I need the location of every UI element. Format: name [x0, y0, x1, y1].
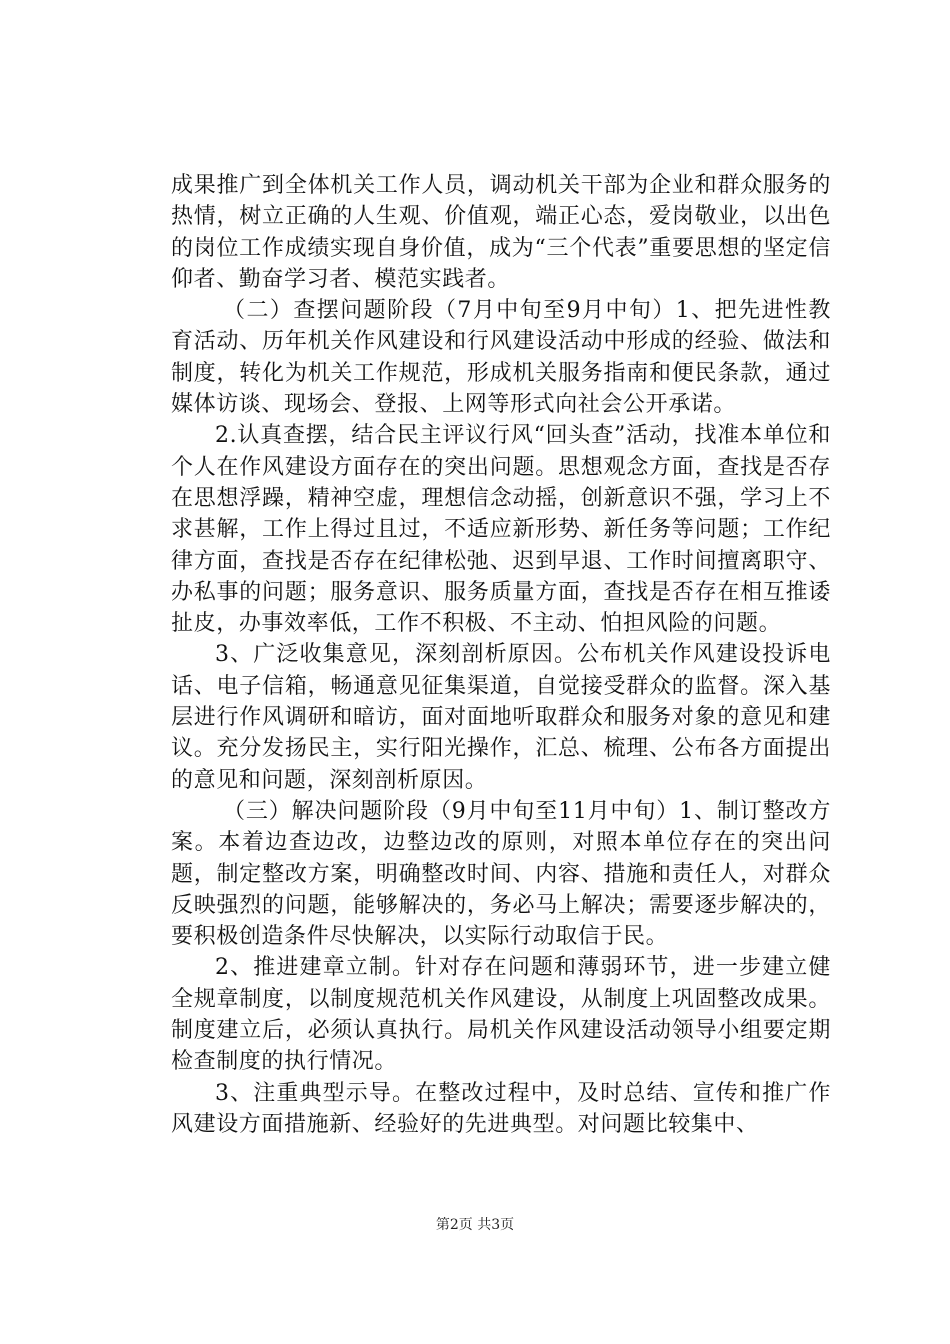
paragraph-item-3: 3、广泛收集意见，深刻剖析原因。公布机关作风建设投诉电话、电子信箱，畅通意见征集渠道，自觉接受群众的监督。深入基层进行作风调研和暗访，面对面地听取群众和服务对象的意见和建议。充分发扬民主，实行阳光操作，汇总、梳理、公布各方面提出的意见和问题，深刻剖析原因。	[171, 642, 831, 793]
paragraph-continued: 成果推广到全体机关工作人员，调动机关干部为企业和群众服务的热情，树立正确的人生观、价值观，端正心态，爱岗敬业，以出色的岗位工作成绩实现自身价值，成为“三个代表”重要思想的坚定信仰者、勤奋学习者、模范实践者。	[171, 173, 831, 292]
paragraph-item-3-models: 3、注重典型示导。在整改过程中，及时总结、宣传和推广作风建设方面措施新、经验好的先进典型。对问题比较集中、	[171, 1080, 831, 1137]
paragraph-item-2: 2.认真查摆，结合民主评议行风“回头查”活动，找准本单位和个人在作风建设方面存在的突出问题。思想观念方面，查找是否存在思想浮躁，精神空虚，理想信念动摇，创新意识不强，学习上不求甚解，工作上得过且过，不适应新形势、新任务等问题；工作纪律方面，查找是否存在纪律松弛、迟到早退、工作时间擅离职守、办私事的问题；服务意识、服务质量方面，查找是否存在相互推诿扯皮，办事效率低，工作不积极、不主动、怕担风险的问题。	[171, 423, 831, 637]
paragraph-stage-two: （二）查摆问题阶段（7月中旬至9月中旬）1、把先进性教育活动、历年机关作风建设和行风建设活动中形成的经验、做法和制度，转化为机关工作规范，形成机关服务指南和便民条款，通过媒体访谈、现场会、登报、上网等形式向社会公开承诺。	[171, 298, 831, 418]
paragraph-item-2-rules: 2、推进建章立制。针对存在问题和薄弱环节，进一步建立健全规章制度，以制度规范机关作风建设，从制度上巩固整改成果。制度建立后，必须认真执行。局机关作风建设活动领导小组要定期检查制度的执行情况。	[171, 955, 831, 1075]
paragraph-stage-three: （三）解决问题阶段（9月中旬至11月中旬）1、制订整改方案。本着边查边改，边整边改的原则，对照本单位存在的突出问题，制定整改方案，明确整改时间、内容、措施和责任人，对群众反映强烈的问题，能够解决的，务必马上解决；需要逐步解决的，要积极创造条件尽快解决，以实际行动取信于民。	[171, 798, 831, 950]
document-body	[171, 170, 831, 1140]
page-footer: 第2页 共3页	[435, 1217, 515, 1233]
